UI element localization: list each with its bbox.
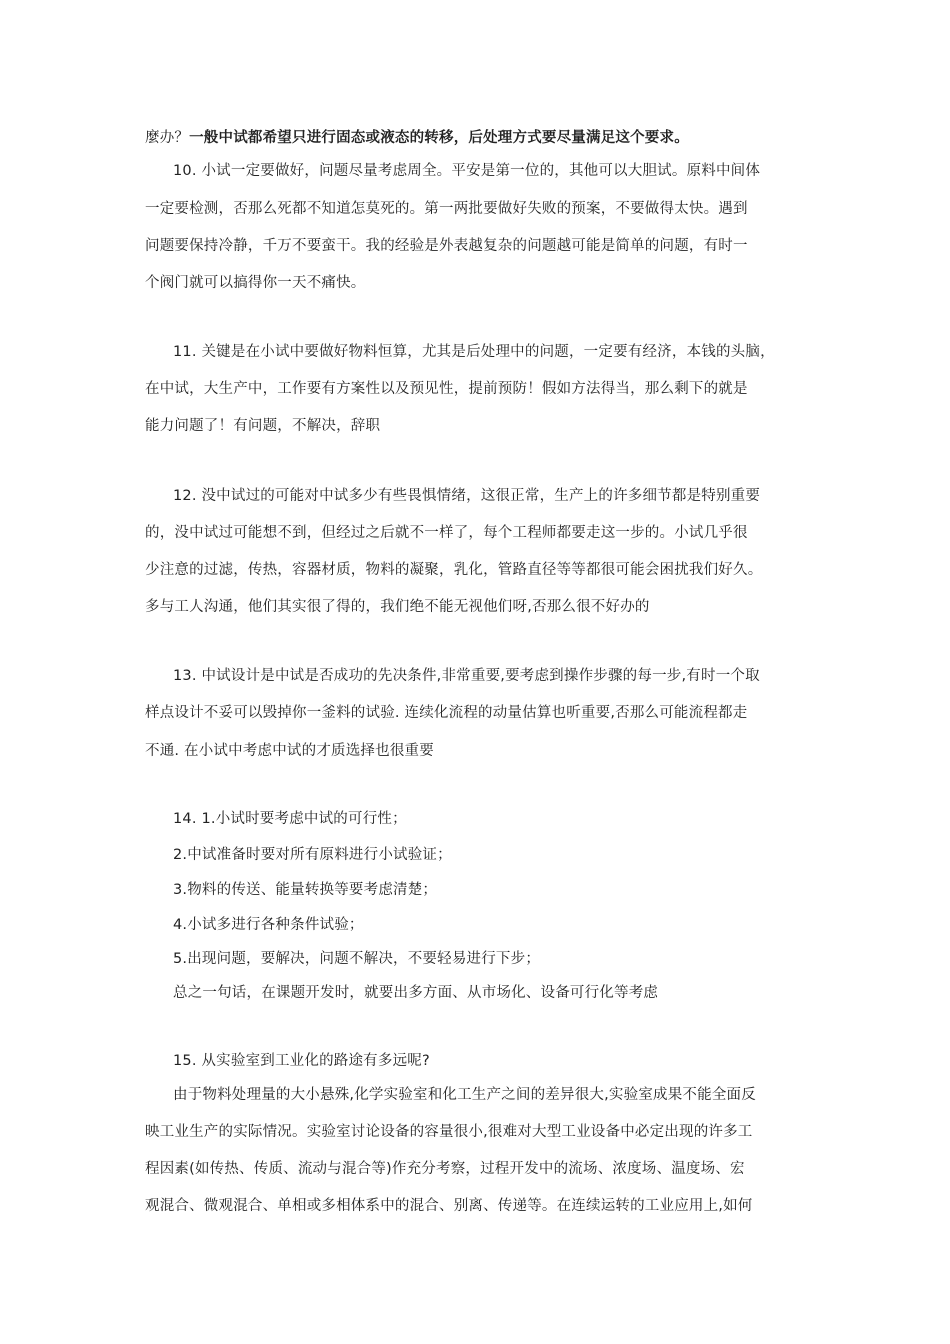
- item15-heading: 15. 从实验室到工业化的路途有多远呢?: [173, 1053, 430, 1069]
- intro-lead-text: 麼办？: [145, 130, 190, 146]
- item10-line: 个阀门就可以搞得你一天不痛快。: [145, 275, 366, 291]
- item15-line: 映工业生产的实际情况。实验室讨论设备的容量很小,很难对大型工业设备中必定出现的许多工: [145, 1124, 753, 1140]
- item14-line: 3.物料的传送、能量转换等要考虑清楚；: [173, 882, 438, 898]
- intro-paragraph: [145, 128, 825, 148]
- item14-line: 4.小试多进行各种条件试验；: [173, 917, 364, 933]
- item10-line: 问题要保持冷静，千万不要蛮干。我的经验是外表越复杂的问题越可能是简单的问题，有时一: [145, 238, 748, 254]
- item11-line: 能力问题了！有问题，不解决，辞职: [145, 418, 381, 434]
- item13-line: 样点设计不妥可以毁掉你一釜料的试验. 连续化流程的动量估算也听重要,否那么可能流程都走: [145, 705, 748, 721]
- item14-line: 5.出现问题，要解决，问题不解决，不要轻易进行下步；: [173, 951, 541, 967]
- item11-line: 在中试，大生产中，工作要有方案性以及预见性，提前预防！假如方法得当，那么剩下的就是: [145, 381, 748, 397]
- item12-line: 12. 没中试过的可能对中试多少有些畏惧情绪，这很正常，生产上的许多细节都是特别重要: [173, 488, 761, 504]
- item14-line: 总之一句话，在课题开发时，就要出多方面、从市场化、设备可行化等考虑: [173, 985, 659, 1001]
- intro-bold-text: 一般中试都希望只进行固态或液态的转移，后处理方式要尽量满足这个要求。: [189, 130, 689, 146]
- item14-line: 2.中试准备时要对所有原料进行小试验证；: [173, 847, 452, 863]
- item12-line: 的，没中试过可能想不到，但经过之后就不一样了，每个工程师都要走这一步的。小试几乎很: [145, 525, 748, 541]
- item15-line: 观混合、微观混合、单相或多相体系中的混合、别离、传递等。在连续运转的工业应用上,如何: [145, 1198, 753, 1214]
- item14-line: 14. 1.小试时要考虑中试的可行性；: [173, 811, 407, 827]
- item10-line: 一定要检测，否那么死都不知道怎莫死的。第一两批要做好失败的预案，不要做得太快。遇到: [145, 201, 748, 217]
- item10-line: 10. 小试一定要做好，问题尽量考虑周全。平安是第一位的，其他可以大胆试。原料中间体: [173, 163, 761, 179]
- item12-line: 多与工人沟通，他们其实很了得的，我们绝不能无视他们呀,否那么很不好办的: [145, 599, 650, 615]
- item11-line: 11. 关键是在小试中要做好物料恒算，尤其是后处理中的问题，一定要有经济，本钱的头脑，: [173, 344, 775, 360]
- item13-line: 13. 中试设计是中试是否成功的先决条件,非常重要,要考虑到操作步骤的每一步,有时一个取: [173, 668, 760, 684]
- item15-line: 程因素(如传热、传质、流动与混合等)作充分考察，过程开发中的流场、浓度场、温度场、宏: [145, 1161, 745, 1177]
- item13-line: 不通. 在小试中考虑中试的才质选择也很重要: [145, 743, 434, 759]
- item15-line: 由于物料处理量的大小悬殊,化学实验室和化工生产之间的差异很大,实验室成果不能全面反: [173, 1087, 756, 1103]
- item12-line: 少注意的过滤，传热，容器材质，物料的凝聚，乳化，管路直径等等都很可能会困扰我们好久。: [145, 562, 763, 578]
